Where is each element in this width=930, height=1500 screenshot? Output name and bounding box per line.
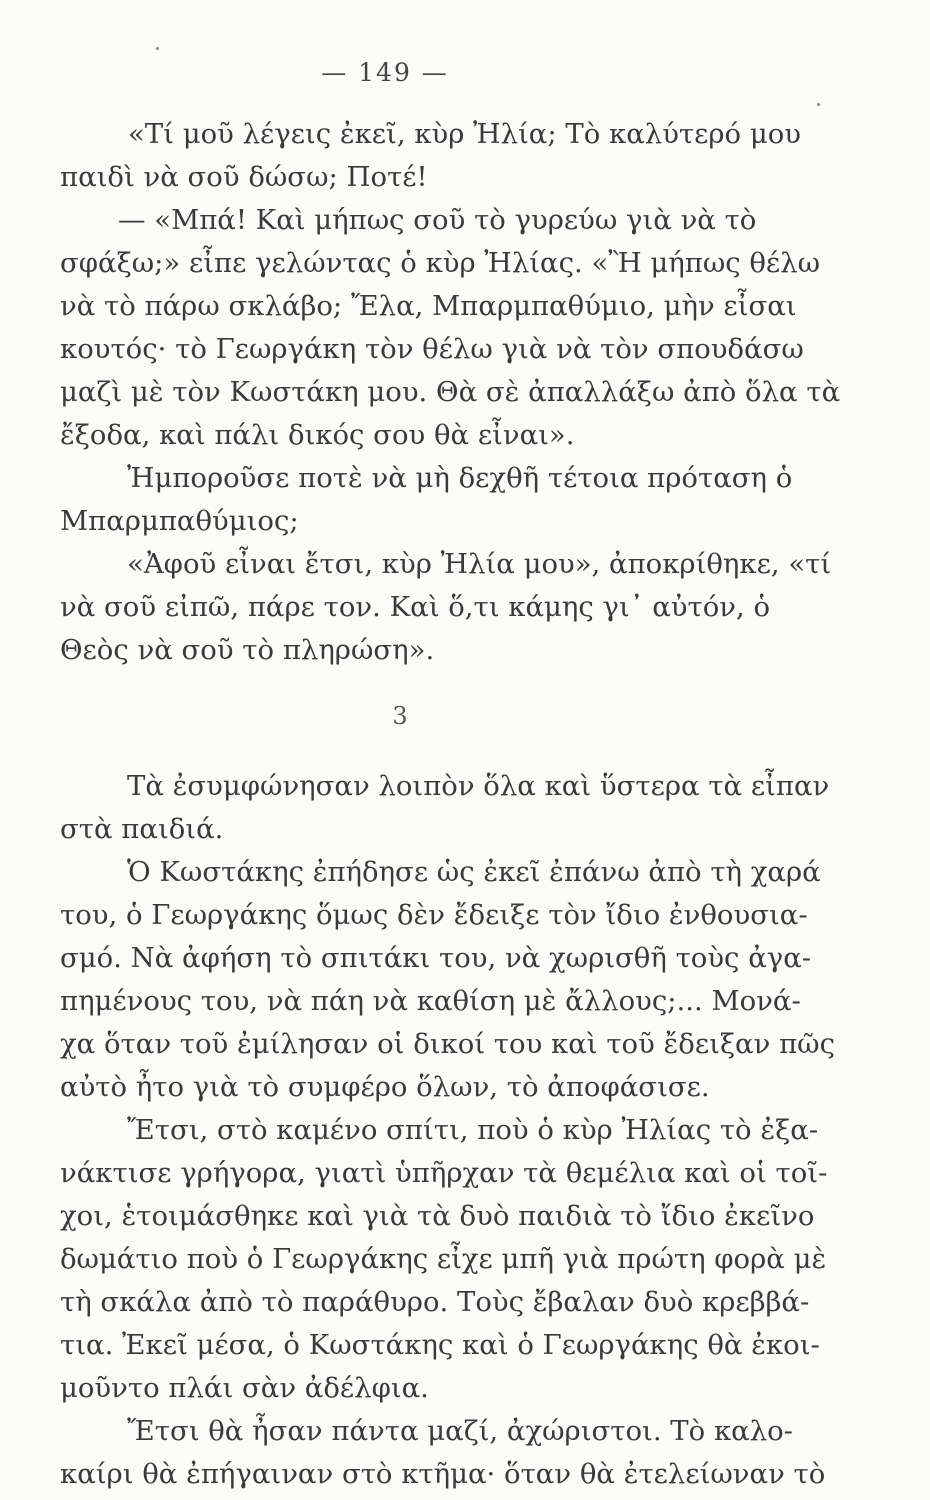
text-line: «Ἀφοῦ εἶναι ἔτσι, κὺρ Ἠλία μου», ἀποκρίθηκε, «τί (127, 548, 832, 580)
text-line: χοι, ἑτοιμάσθηκε καὶ γιὰ τὰ δυὸ παιδιὰ τὸ ἴδιο ἐκεῖνο (60, 1200, 815, 1232)
text-line: Ἠμποροῦσε ποτὲ νὰ μὴ δεχθῆ τέτοια πρόταση ὁ (127, 462, 793, 494)
text-line: σμό. Νὰ ἀφήση τὸ σπιτάκι του, νὰ χωρισθῆ τοὺς ἀγα- (60, 942, 812, 974)
section-number: 3 (392, 702, 408, 730)
text-line: του, ὁ Γεωργάκης ὅμως δὲν ἔδειξε τὸν ἴδιο ἐνθουσια- (60, 899, 808, 931)
text-line: τια. Ἐκεῖ μέσα, ὁ Κωστάκης καὶ ὁ Γεωργάκης θὰ ἐκοι- (60, 1329, 820, 1361)
text-line: δωμάτιο ποὺ ὁ Γεωργάκης εἶχε μπῆ γιὰ πρώτη φορὰ μὲ (60, 1243, 827, 1275)
specks (156, 47, 159, 50)
text-line: πημένους του, νὰ πάη νὰ καθίση μὲ ἄλλους;... Μονά- (60, 985, 801, 1017)
text-line: Ἔτσι, στὸ καμένο σπίτι, ποὺ ὁ κὺρ Ἠλίας τὸ ἐξα- (127, 1114, 819, 1146)
text-line: χα ὅταν τοῦ ἐμίλησαν οἱ δικοί του καὶ τοῦ ἔδειξαν πῶς (60, 1028, 835, 1060)
text-line: παιδὶ νὰ σοῦ δώσω; Ποτέ! (60, 161, 428, 193)
text-line: τὴ σκάλα ἀπὸ τὸ παράθυρο. Τοὺς ἔβαλαν δυὸ κρεββά- (60, 1286, 810, 1318)
text-line: Ὁ Κωστάκης ἐπήδησε ὡς ἐκεῖ ἐπάνω ἀπὸ τὴ χαρά (127, 856, 821, 888)
text-line: μαζὶ μὲ τὸν Κωστάκη μου. Θὰ σὲ ἀπαλλάξω ἀπὸ ὅλα τὰ (60, 376, 841, 408)
text-line: μοῦντο πλάι σὰν ἀδέλφια. (60, 1372, 429, 1404)
text-line: Τὰ ἐσυμφώνησαν λοιπὸν ὅλα καὶ ὕστερα τὰ εἶπαν (127, 770, 830, 802)
text-line: — «Μπά! Καὶ μήπως σοῦ τὸ γυρεύω γιὰ νὰ τὸ (118, 204, 757, 236)
text-line: ἔξοδα, καὶ πάλι δικός σου θὰ εἶναι». (60, 419, 575, 451)
text-line: νάκτισε γρήγορα, γιατὶ ὑπῆρχαν τὰ θεμέλια καὶ οἱ τοῖ- (60, 1157, 828, 1189)
text-line: νὰ τὸ πάρω σκλάβο; Ἔλα, Μπαρμπαθύμιο, μὴν εἶσαι (60, 290, 797, 322)
specks (817, 103, 820, 106)
text-line: νὰ σοῦ εἰπῶ, πάρε τον. Καὶ ὅ,τι κάμης γι᾽ αὐτόν, ὁ (60, 591, 771, 623)
text-line: Θεὸς νὰ σοῦ τὸ πληρώση». (60, 634, 435, 666)
text-line: κουτός· τὸ Γεωργάκη τὸν θέλω γιὰ νὰ τὸν σπουδάσω (60, 333, 804, 365)
text-line: «Τί μοῦ λέγεις ἐκεῖ, κὺρ Ἠλία; Τὸ καλύτερό μου (128, 118, 801, 150)
page-number: — 149 — (321, 58, 449, 87)
text-line: σφάξω;» εἶπε γελώντας ὁ κὺρ Ἠλίας. «Ἢ μήπως θέλω (60, 247, 821, 279)
text-line: Ἔτσι θὰ ἦσαν πάντα μαζί, ἀχώριστοι. Τὸ καλο- (127, 1415, 793, 1447)
text-line: Μπαρμπαθύμιος; (60, 505, 299, 537)
text-line: αὐτὸ ἦτο γιὰ τὸ συμφέρο ὅλων, τὸ ἀποφάσισε. (60, 1071, 710, 1103)
text-line: στὰ παιδιά. (60, 813, 224, 845)
text-line: καίρι θὰ ἐπήγαιναν στὸ κτῆμα· ὅταν θὰ ἐτελείωναν τὸ (60, 1458, 826, 1490)
